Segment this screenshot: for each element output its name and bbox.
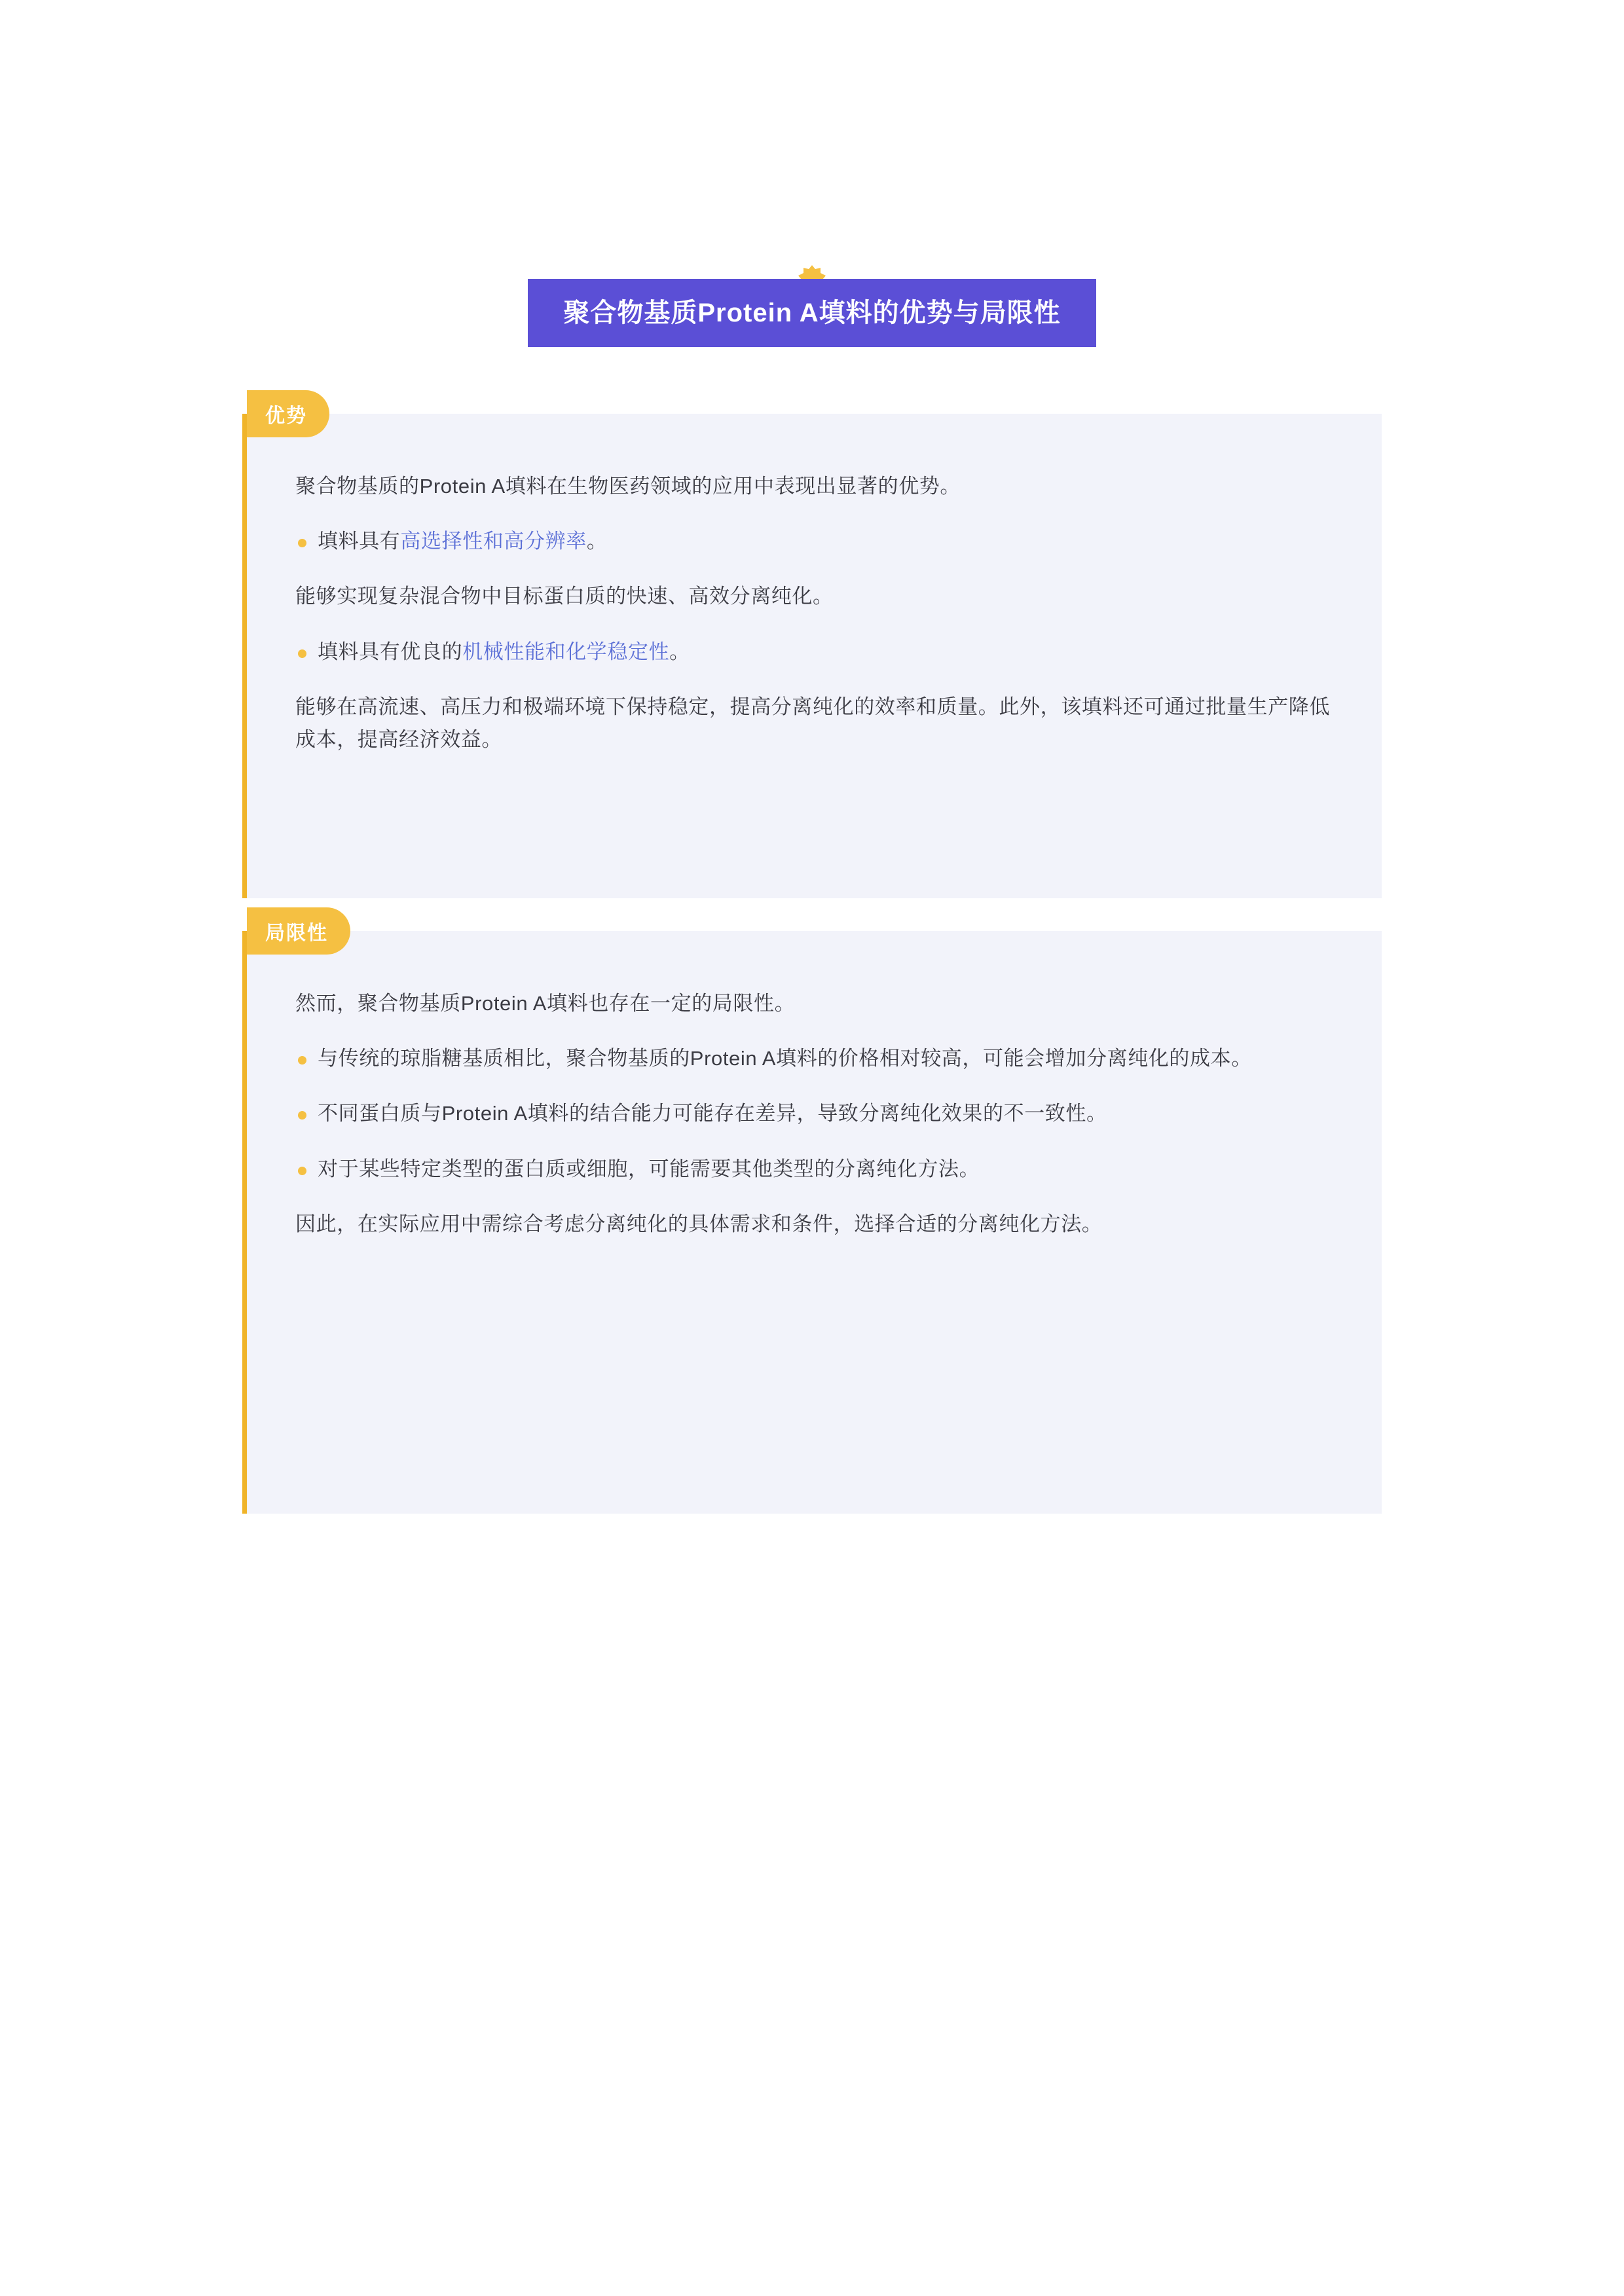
section-body-limitations — [247, 931, 1382, 1267]
section-body-advantages — [247, 414, 1382, 782]
bullet-dot-icon — [298, 1056, 306, 1065]
section-tab-limitations: 局限性 — [247, 907, 350, 955]
text-run: 。 — [669, 640, 690, 663]
bullet-paragraph — [295, 636, 1333, 668]
text-run: 然而，聚合物基质Protein A填料也存在一定的局限性。 — [295, 992, 796, 1015]
text-run: 填料具有优良的 — [318, 640, 463, 663]
paragraph — [295, 470, 1333, 503]
section-advantages — [242, 405, 1382, 898]
highlight-run: 机械性能和化学稳定性 — [462, 640, 670, 663]
document-title-block — [528, 264, 1096, 347]
text-run: 对于某些特定类型的蛋白质或细胞，可能需要其他类型的分离纯化方法。 — [318, 1157, 980, 1180]
bullet-paragraph — [295, 525, 1333, 558]
paragraph — [295, 1208, 1333, 1241]
bullet-paragraph — [295, 1042, 1333, 1075]
paragraph — [295, 987, 1333, 1020]
bullet-paragraph — [295, 1097, 1333, 1130]
bullet-paragraph — [295, 1153, 1333, 1186]
bullet-dot-icon — [298, 649, 306, 658]
text-run: 因此，在实际应用中需综合考虑分离纯化的具体需求和条件，选择合适的分离纯化方法。 — [295, 1212, 1103, 1235]
text-run: 聚合物基质的Protein A填料在生物医药领域的应用中表现出显著的优势。 — [295, 475, 961, 498]
section-limitations — [242, 922, 1382, 1514]
section-tab-advantages: 优势 — [247, 390, 329, 437]
highlight-run: 高选择性和高分辨率 — [400, 530, 587, 553]
bullet-dot-icon — [298, 1111, 306, 1120]
paragraph — [295, 691, 1333, 756]
text-run: 与传统的琼脂糖基质相比，聚合物基质的Protein A填料的价格相对较高，可能会增加分离纯化的成本。 — [318, 1047, 1252, 1070]
text-run: 填料具有 — [318, 530, 401, 553]
text-run: 能够实现复杂混合物中目标蛋白质的快速、高效分离纯化。 — [295, 585, 834, 608]
bullet-dot-icon — [298, 539, 306, 547]
paragraph — [295, 580, 1333, 613]
bullet-dot-icon — [298, 1167, 306, 1175]
text-run: 不同蛋白质与Protein A填料的结合能力可能存在差异，导致分离纯化效果的不一致性。 — [318, 1102, 1107, 1125]
text-run: 能够在高流速、高压力和极端环境下保持稳定，提高分离纯化的效率和质量。此外，该填料还可通过批量生产降低成本，提高经济效益。 — [295, 695, 1330, 752]
text-run: 。 — [586, 530, 608, 553]
title-badge — [528, 279, 1096, 347]
page-title: 聚合物基质Protein A填料的优势与局限性 — [563, 299, 1061, 327]
